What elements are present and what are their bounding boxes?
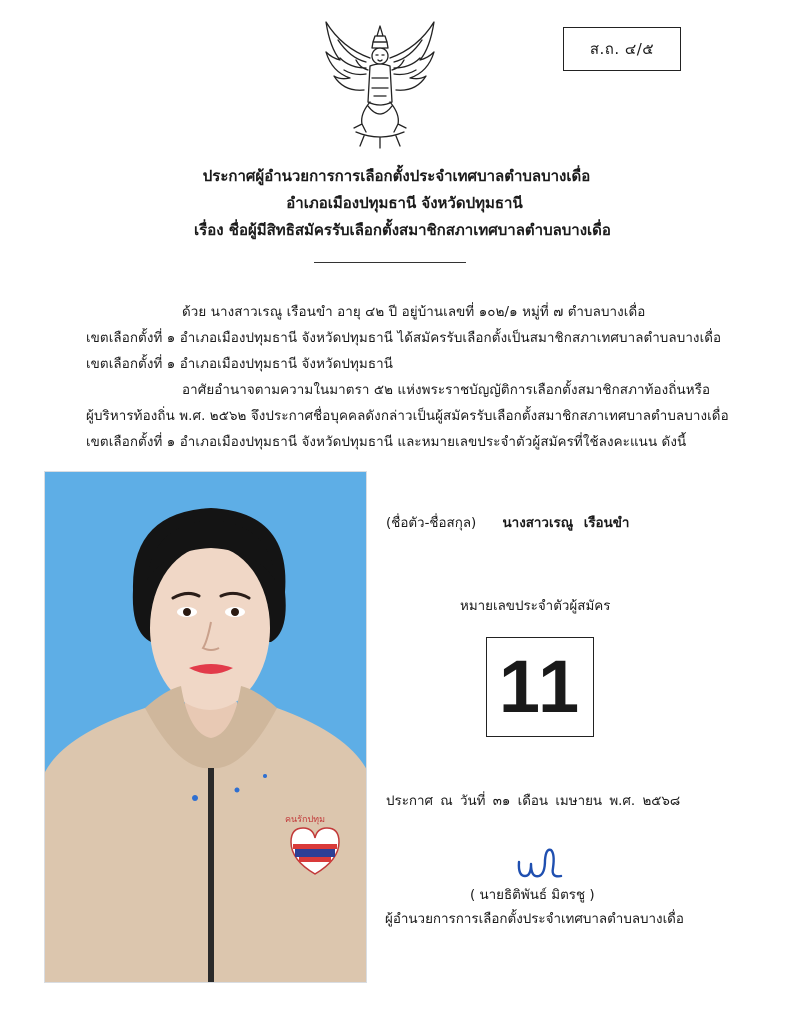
form-code-box bbox=[563, 27, 681, 71]
candidate-name-row bbox=[386, 512, 629, 533]
badge-label: คนรักปทุม bbox=[285, 815, 326, 825]
candidate-number-label: หมายเลขประจำตัวผู้สมัคร bbox=[460, 599, 611, 614]
candidate-number: 11 bbox=[498, 645, 582, 728]
signature-icon bbox=[515, 846, 565, 882]
candidate-number-box bbox=[486, 637, 594, 737]
form-code: ส.ถ. ๔/๕ bbox=[589, 40, 655, 58]
signer-name: ( นายธิติพันธ์ มิตรชู ) bbox=[470, 888, 595, 903]
garuda-emblem-icon bbox=[320, 18, 440, 150]
body-line: ด้วย นางสาวเรณู เรือนขำ อายุ ๔๒ ปี อยู่บ้านเลขที่ ๑๐๒/๑ หมู่ที่ ๗ ตำบลบางเดื่อ bbox=[182, 305, 646, 320]
announcement-title: ประกาศผู้อำนวยการการเลือกตั้งประจำเทศบาลตำบลบางเดื่อ bbox=[202, 167, 591, 185]
body-line: เขตเลือกตั้งที่ ๑ อำเภอเมืองปทุมธานี จังหวัดปทุมธานี ได้สมัครรับเลือกตั้งเป็นสมาชิกสภาเทศบาลตำบลบางเดื่อ bbox=[86, 331, 722, 346]
signer-title: ผู้อำนวยการการเลือกตั้งประจำเทศบาลตำบลบางเดื่อ bbox=[385, 912, 684, 927]
divider bbox=[314, 262, 466, 263]
body-line: เขตเลือกตั้งที่ ๑ อำเภอเมืองปทุมธานี จังหวัดปทุมธานี bbox=[86, 357, 394, 372]
candidate-name: นางสาวเรณู เรือนขำ bbox=[502, 516, 630, 531]
announcement-date: ประกาศ ณ วันที่ ๓๑ เดือน เมษายน พ.ศ. ๒๕๖๘ bbox=[386, 794, 681, 809]
candidate-portrait bbox=[45, 472, 367, 983]
body-line: เขตเลือกตั้งที่ ๑ อำเภอเมืองปทุมธานี จังหวัดปทุมธานี และหมายเลขประจำตัวผู้สมัครที่ใช้ลงคะแนน ดังนี้ bbox=[86, 435, 687, 450]
name-label: (ชื่อตัว-ชื่อสกุล) bbox=[386, 516, 477, 531]
body-line: อาศัยอำนาจตามความในมาตรา ๕๒ แห่งพระราชบัญญัติการเลือกตั้งสมาชิกสภาท้องถิ่นหรือ bbox=[182, 383, 711, 398]
announcement-subject: เรื่อง ชื่อผู้มีสิทธิสมัครรับเลือกตั้งสมาชิกสภาเทศบาลตำบลบางเดื่อ bbox=[194, 221, 611, 239]
body-line: ผู้บริหารท้องถิ่น พ.ศ. ๒๕๖๒ จึงประกาศชื่อบุคคลดังกล่าวเป็นผู้สมัครรับเลือกตั้งสมาชิกสภาเทศบาลตำบลบางเดื่อ bbox=[86, 409, 729, 424]
announcement-district: อำเภอเมืองปทุมธานี จังหวัดปทุมธานี bbox=[286, 194, 523, 212]
candidate-photo bbox=[44, 471, 367, 983]
